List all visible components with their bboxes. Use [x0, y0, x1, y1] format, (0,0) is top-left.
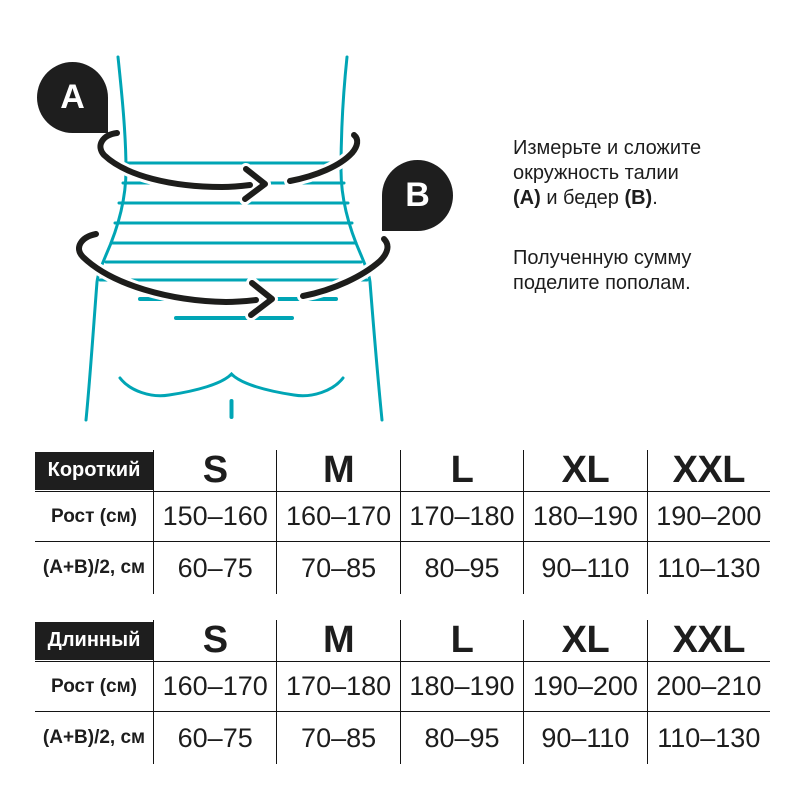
- table-value: 190–200: [647, 492, 770, 542]
- table-value: 170–180: [400, 492, 523, 542]
- buttocks-line: [120, 374, 343, 417]
- instruction-line: Измерьте и сложите: [513, 137, 702, 159]
- hip-arrow: [79, 234, 387, 315]
- torso-outline: [86, 57, 382, 420]
- size-table-short: [35, 450, 770, 594]
- waist-label-pin: [37, 62, 108, 133]
- row-label-girth: (А+В)/2, см: [42, 557, 146, 578]
- table-value: 170–180: [276, 662, 399, 712]
- table-value: 110–130: [647, 712, 770, 764]
- size-header: L: [400, 450, 523, 492]
- table-value: 60–75: [153, 712, 276, 764]
- row-label-height: Рост (см): [35, 492, 153, 542]
- row-label-girth: (А+В)/2, см: [42, 727, 146, 748]
- table-badge-cell: [35, 450, 153, 492]
- hip-ref: (В): [624, 187, 653, 209]
- table-value: 180–190: [400, 662, 523, 712]
- size-header: XL: [523, 450, 646, 492]
- table-value: 90–110: [523, 542, 646, 594]
- size-header: XXL: [647, 620, 770, 662]
- size-header: XL: [523, 620, 646, 662]
- instruction-line: и бедер: [540, 187, 625, 209]
- hip-label-pin: [382, 160, 453, 231]
- table-value: 160–170: [153, 662, 276, 712]
- size-header: XXL: [647, 450, 770, 492]
- instruction-line: .: [652, 187, 658, 209]
- size-header: L: [400, 620, 523, 662]
- table-value: 60–75: [153, 542, 276, 594]
- waist-arrow: [100, 133, 357, 199]
- table-value: 180–190: [523, 492, 646, 542]
- instruction-paragraph-1: [513, 136, 788, 211]
- instruction-line: окружность талии: [513, 162, 679, 184]
- table-badge: Длинный: [35, 622, 153, 660]
- table-badge: Короткий: [35, 452, 153, 490]
- size-header: M: [276, 620, 399, 662]
- size-table-long: [35, 620, 770, 764]
- table-badge-cell: [35, 620, 153, 662]
- instruction-line: Полученную сумму: [513, 247, 692, 269]
- size-header: S: [153, 450, 276, 492]
- table-value: 150–160: [153, 492, 276, 542]
- size-header: S: [153, 620, 276, 662]
- size-header: M: [276, 450, 399, 492]
- table-value: 90–110: [523, 712, 646, 764]
- table-value: 70–85: [276, 542, 399, 594]
- measure-instructions: [513, 136, 788, 296]
- table-value: 70–85: [276, 712, 399, 764]
- table-value: 80–95: [400, 542, 523, 594]
- row-label-height: Рост (см): [35, 662, 153, 712]
- table-value: 200–210: [647, 662, 770, 712]
- instruction-line: поделите пополам.: [513, 272, 691, 294]
- waist-ref: (А): [513, 187, 541, 209]
- hip-label-letter: B: [405, 176, 430, 214]
- waist-label-letter: A: [60, 78, 85, 116]
- table-value: 80–95: [400, 712, 523, 764]
- instruction-paragraph-2: [513, 246, 788, 296]
- table-value: 190–200: [523, 662, 646, 712]
- table-value: 160–170: [276, 492, 399, 542]
- table-value: 110–130: [647, 542, 770, 594]
